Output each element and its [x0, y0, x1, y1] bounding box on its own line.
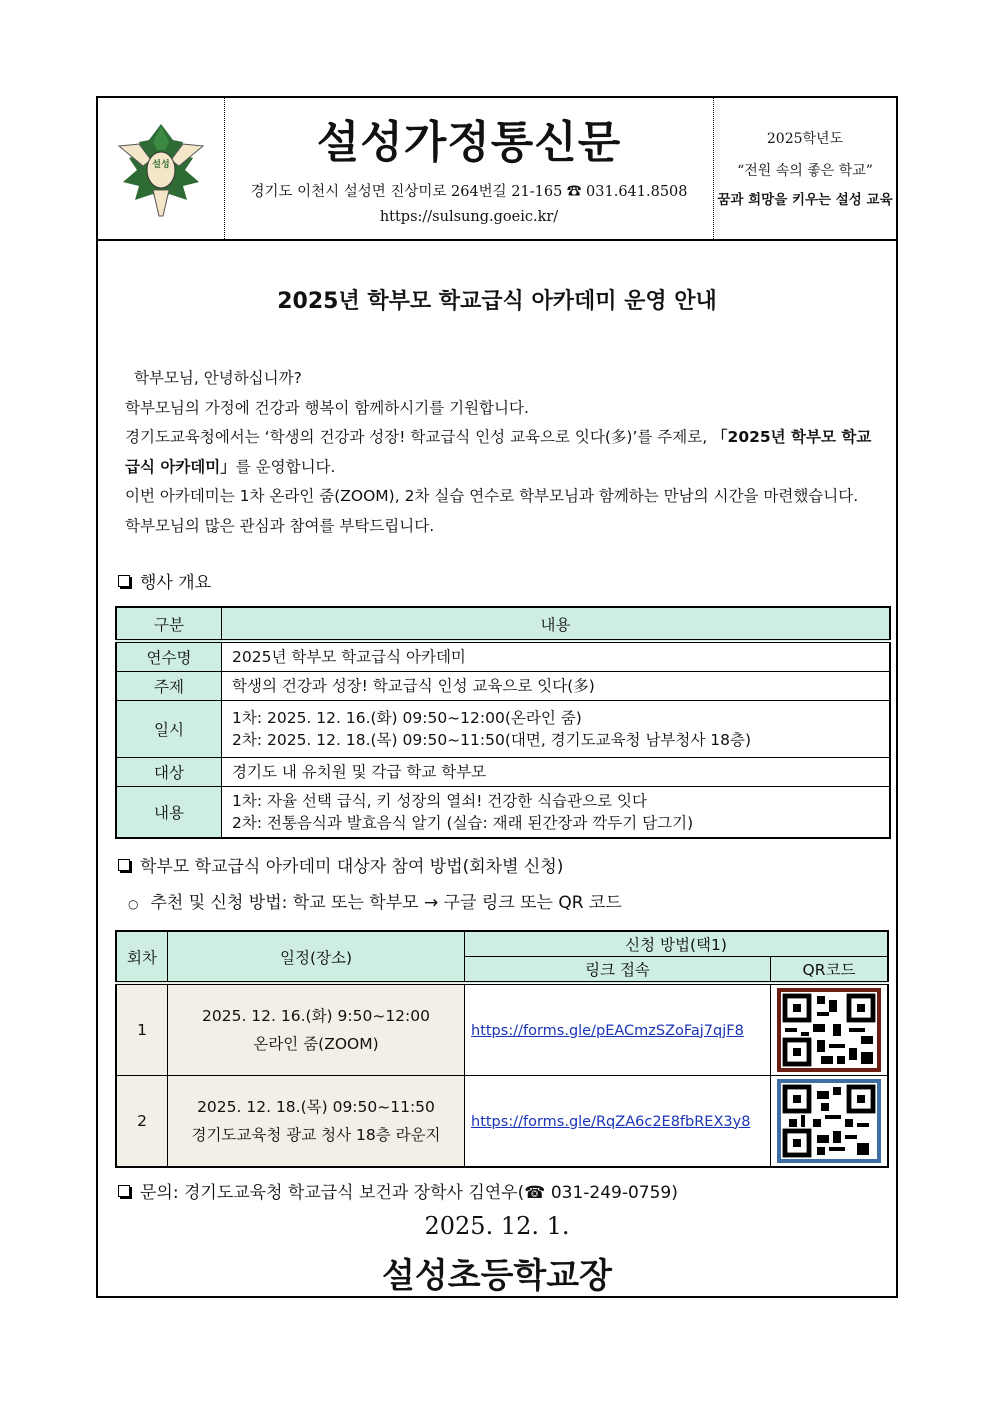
- masthead: [98, 98, 896, 241]
- session-number: 2: [116, 1076, 168, 1168]
- circle-bullet-icon: ○: [128, 897, 139, 911]
- row-label: 연수명: [116, 641, 222, 671]
- document-title: 2025년 학부모 학교급식 아카데미 운영 안내: [277, 289, 717, 314]
- column-header: 회차: [116, 931, 168, 983]
- slogan: “전원 속의 좋은 학교”: [737, 163, 873, 179]
- sub-heading-text: 추천 및 신청 방법: 학교 또는 학부모 → 구글 링크 또는 QR 코드: [150, 893, 622, 913]
- row-label: 주제: [116, 671, 222, 700]
- contact-info: [118, 1178, 678, 1203]
- row-value: 2025년 학부모 학교급식 아카데미: [222, 641, 891, 671]
- body-text-span: 경기도교육청에서는 ‘학생의 건강과 성장! 학교급식 인성 교육으로 잇다(多)’를 주제로,: [125, 428, 713, 446]
- link-cell: [465, 1076, 771, 1168]
- qr-code-icon[interactable]: [777, 988, 881, 1072]
- section-heading-text: 행사 개요: [140, 573, 212, 593]
- table-row: [116, 700, 890, 757]
- qr-pattern: [781, 1083, 877, 1159]
- column-header: 내용: [222, 607, 891, 641]
- table-row: [116, 671, 890, 700]
- schedule-place: 경기도교육청 광교 청사 18층 라운지: [191, 1126, 441, 1144]
- motto-cell: [714, 98, 896, 239]
- table-row: [116, 641, 890, 671]
- value-line: 2차: 2025. 12. 18.(목) 09:50~11:50(대면, 경기도교육청 남부청사 18층): [232, 730, 752, 749]
- contact-text: 문의: 경기도교육청 학교급식 보건과 장학사 김연우(☎ 031-249-0759): [140, 1183, 678, 1203]
- greeting: 학부모님, 안녕하십니까?: [134, 369, 302, 387]
- column-header: 일정(장소): [168, 931, 465, 983]
- signup-link[interactable]: https://forms.gle/pEACmzSZoFaj7qjF8: [471, 1022, 744, 1039]
- letter-body: [116, 364, 886, 541]
- body-line: 이번 아카데미는 1차 온라인 줌(ZOOM), 2차 실습 연수로 학부모님과 함께하는 만남의 시간을 마련했습니다.: [125, 487, 859, 505]
- school-emblem-icon: [113, 120, 209, 220]
- row-label: 일시: [116, 700, 222, 757]
- principal-signature: 설성초등학교장: [382, 1256, 612, 1296]
- signup-link[interactable]: https://forms.gle/RqZA6c2E8fbREX3y8: [471, 1113, 751, 1130]
- issue-date: 2025. 12. 1.: [424, 1212, 570, 1240]
- row-value: [222, 700, 891, 757]
- session-number: 1: [116, 983, 168, 1076]
- school-address: 경기도 이천시 설성면 진상미로 264번길 21-165 ☎ 031.641.8508: [250, 184, 688, 200]
- table-row: [116, 757, 890, 786]
- row-value: 경기도 내 유치원 및 각급 학교 학부모: [222, 757, 891, 786]
- body-text-span: 를 운영합니다.: [235, 457, 336, 476]
- body-line: 학부모님의 가정에 건강과 행복이 함께하시기를 기원합니다.: [125, 398, 529, 417]
- section-heading-participation: [118, 852, 563, 877]
- body-line: 학부모님의 많은 관심과 참여를 부탁드립니다.: [125, 516, 435, 535]
- school-year: 2025학년도: [766, 131, 844, 147]
- qr-code-icon[interactable]: [777, 1079, 881, 1163]
- sub-heading: [128, 888, 622, 913]
- table-header-row: [116, 607, 890, 641]
- schedule-cell: [168, 983, 465, 1076]
- paper-title: 설성가정통신문: [316, 117, 622, 168]
- checkbox-square-icon: [118, 575, 130, 587]
- value-line: 1차: 자율 선택 급식, 키 성장의 열쇠! 건강한 식습관으로 잇다: [232, 791, 647, 810]
- participation-table: [115, 930, 889, 1168]
- qr-pattern: [781, 992, 877, 1068]
- logo-cell: [98, 98, 225, 239]
- checkbox-square-icon: [118, 1185, 130, 1197]
- value-line: 2차: 전통음식과 발효음식 알기 (실습: 재래 된간장과 깍두기 담그기): [232, 813, 694, 832]
- value-line: 1차: 2025. 12. 16.(화) 09:50~12:00(온라인 줌): [232, 708, 582, 727]
- overview-table: [115, 606, 891, 839]
- checkbox-square-icon: [118, 859, 130, 871]
- column-header: 구분: [116, 607, 222, 641]
- section-heading-text: 학부모 학교급식 아카데미 대상자 참여 방법(회차별 신청): [140, 857, 564, 877]
- svg-text:설성: 설성: [152, 160, 170, 170]
- link-cell: [465, 983, 771, 1076]
- table-row: [116, 1076, 888, 1168]
- motto: 꿈과 희망을 키우는 설성 교육: [717, 192, 893, 208]
- schedule-date: 2025. 12. 16.(화) 9:50~12:00: [202, 1007, 430, 1025]
- column-header: 신청 방법(택1): [465, 931, 889, 957]
- qr-cell: [771, 1076, 889, 1168]
- row-value: 학생의 건강과 성장! 학교급식 인성 교육으로 잇다(多): [222, 671, 891, 700]
- newsletter-page: [96, 96, 898, 1298]
- column-header: 링크 접속: [465, 957, 771, 984]
- qr-cell: [771, 983, 889, 1076]
- row-value: [222, 786, 891, 838]
- table-header-row: [116, 931, 888, 957]
- row-label: 내용: [116, 786, 222, 838]
- schedule-date: 2025. 12. 18.(목) 09:50~11:50: [197, 1098, 435, 1116]
- title-cell: [225, 98, 714, 239]
- table-row: [116, 983, 888, 1076]
- body-line: [116, 423, 886, 482]
- column-header: QR코드: [771, 957, 889, 984]
- table-row: [116, 786, 890, 838]
- school-url[interactable]: https://sulsung.goeic.kr/: [379, 209, 559, 225]
- row-label: 대상: [116, 757, 222, 786]
- schedule-cell: [168, 1076, 465, 1168]
- schedule-place: 온라인 줌(ZOOM): [253, 1035, 379, 1053]
- section-heading-overview: [118, 568, 211, 593]
- academy-name: 「2025년 학부모 학교급식 아카데미」: [125, 428, 872, 476]
